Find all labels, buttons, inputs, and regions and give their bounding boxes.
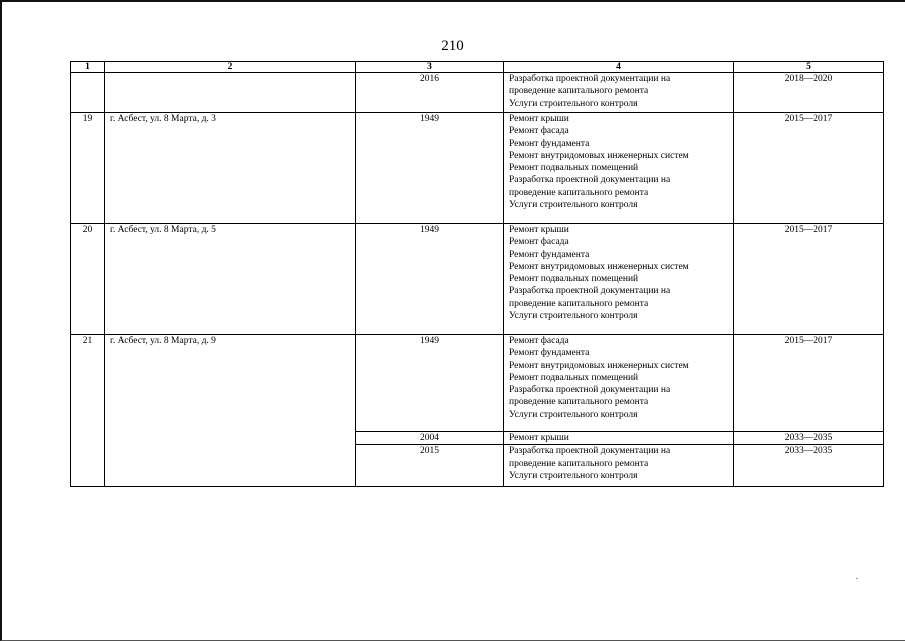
work-item: Ремонт фундамента [509, 249, 590, 260]
work-item: Услуги строительного контроля [509, 98, 638, 109]
row-number-cell: 21 [71, 335, 105, 487]
column-header-5: 5 [734, 62, 884, 73]
header-row [71, 62, 884, 73]
work-item: проведение капитального ремонта [509, 458, 649, 469]
work-item: Разработка проектной документации на [509, 446, 671, 457]
work-item: Ремонт внутридомовых инженерных систем [509, 150, 689, 161]
work-item: проведение капитального ремонта [509, 187, 649, 198]
year-cell: 2016 [356, 73, 504, 113]
work-item: Услуги строительного контроля [509, 200, 638, 211]
year-cell: 1949 [356, 224, 504, 335]
work-item: Разработка проектной документации на [509, 74, 671, 84]
period-cell: 2015—2017 [734, 113, 884, 224]
address-cell: г. Асбест, ул. 8 Марта, д. 5 [105, 224, 356, 335]
period-cell: 2015—2017 [734, 335, 884, 432]
work-item: Услуги строительного контроля [509, 470, 638, 481]
work-item: проведение капитального ремонта [509, 86, 649, 97]
address-cell: г. Асбест, ул. 8 Марта, д. 3 [105, 113, 356, 224]
period-cell: 2033—2035 [734, 432, 884, 445]
table-row [71, 113, 884, 224]
table-row [71, 73, 884, 113]
address-cell: г. Асбест, ул. 8 Марта, д. 9 [105, 335, 356, 487]
work-item: Ремонт крыши [509, 114, 569, 124]
row-number-cell: 19 [71, 113, 105, 224]
scan-speck [856, 578, 858, 579]
work-item: Ремонт подвальных помещений [509, 274, 639, 285]
work-item: Ремонт фасада [509, 336, 569, 346]
column-header-2: 2 [105, 62, 356, 73]
work-item: Ремонт внутридомовых инженерных систем [509, 261, 689, 272]
work-item: Ремонт подвальных помещений [509, 372, 639, 383]
work-item: Ремонт крыши [509, 225, 569, 235]
page-number: 210 [441, 38, 464, 54]
works-cell [504, 432, 734, 445]
work-item: Ремонт фасада [509, 126, 569, 137]
work-item: Ремонт фасада [509, 237, 569, 248]
year-cell: 1949 [356, 335, 504, 432]
period-cell: 2015—2017 [734, 224, 884, 335]
work-item: Ремонт подвальных помещений [509, 163, 639, 174]
work-item: Ремонт внутридомовых инженерных систем [509, 360, 689, 371]
year-cell: 2015 [356, 445, 504, 487]
work-item: Услуги строительного контроля [509, 409, 638, 420]
period-cell: 2033—2035 [734, 445, 884, 487]
work-item: проведение капитального ремонта [509, 397, 649, 408]
column-header-3: 3 [356, 62, 504, 73]
row-number-cell: 20 [71, 224, 105, 335]
work-item: Услуги строительного контроля [509, 311, 638, 322]
column-header-4: 4 [504, 62, 734, 73]
work-item: Ремонт фундамента [509, 348, 590, 359]
work-item: Ремонт крыши [509, 433, 569, 443]
works-cell [504, 445, 734, 487]
table-row [71, 335, 884, 432]
works-cell [504, 224, 734, 335]
work-item: Разработка проектной документации на [509, 175, 671, 186]
year-cell: 1949 [356, 113, 504, 224]
work-item: Разработка проектной документации на [509, 385, 671, 396]
work-item: Ремонт фундамента [509, 138, 590, 149]
works-cell [504, 113, 734, 224]
table-row [71, 224, 884, 335]
work-item: Разработка проектной документации на [509, 286, 671, 297]
works-cell [504, 335, 734, 432]
capital-repair-table [70, 61, 884, 487]
address-cell [105, 73, 356, 113]
row-number-cell [71, 73, 105, 113]
column-header-1: 1 [71, 62, 105, 73]
work-item: проведение капитального ремонта [509, 298, 649, 309]
year-cell: 2004 [356, 432, 504, 445]
period-cell: 2018—2020 [734, 73, 884, 113]
works-cell [504, 73, 734, 113]
